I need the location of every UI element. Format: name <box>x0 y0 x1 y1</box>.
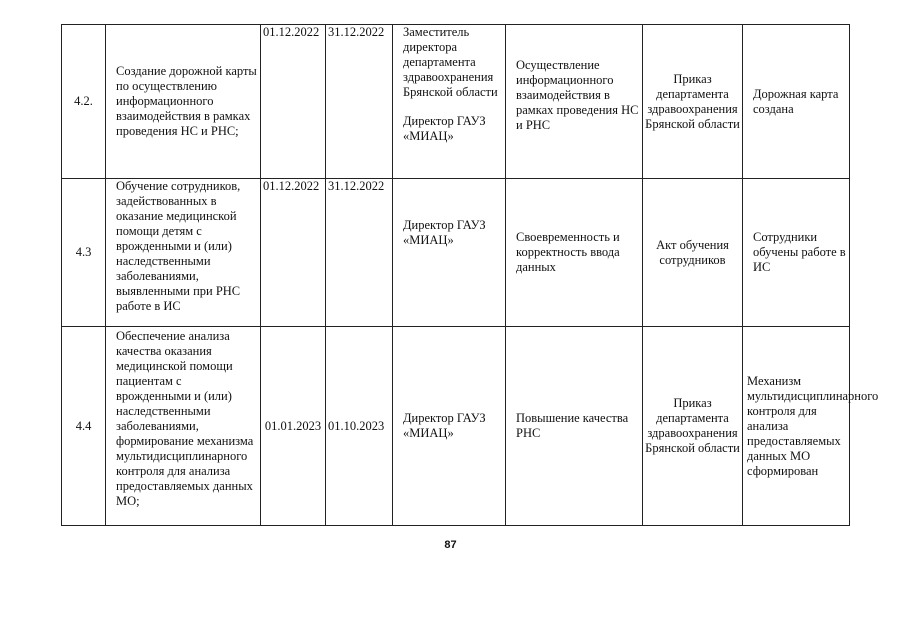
responsible-secondary: Директор ГАУЗ «МИАЦ» <box>403 114 486 143</box>
document-type: Приказ департамента здравоохранения Брянской области <box>643 25 743 179</box>
page-number: 87 <box>444 539 457 551</box>
responsible-primary: Директор ГАУЗ «МИАЦ» <box>393 179 506 327</box>
start-date: 01.12.2022 <box>261 25 326 179</box>
task-description: Обеспечение анализа качества оказания медицинской помощи пациентам с врожденными и (или) наследственными заболеваниями, формирование механизма мультидисциплинарного контроля для анализа предоставляемых данных МО; <box>106 327 261 526</box>
end-date: 01.10.2023 <box>326 327 393 526</box>
action-plan-table <box>61 24 879 526</box>
end-date: 31.12.2022 <box>326 25 393 179</box>
table-row <box>62 25 850 179</box>
start-date: 01.12.2022 <box>261 179 326 327</box>
start-date: 01.01.2023 <box>261 327 326 526</box>
table-row <box>62 179 850 327</box>
task-description: Создание дорожной карты по осуществлению информационного взаимодействия в рамках проведения НС и РНС; <box>106 25 261 179</box>
responsible-primary: Заместитель директора департамента здравоохранения Брянской области <box>403 25 498 99</box>
row-number: 4.4 <box>62 327 106 526</box>
responsible-primary: Директор ГАУЗ «МИАЦ» <box>393 327 506 526</box>
expected-result: Повышение качества РНС <box>506 327 643 526</box>
task-description: Обучение сотрудников, задействованных в оказание медицинской помощи детям с врожденными и (или) наследственными заболеваниями, выявленными при РНС работе в ИС <box>106 179 261 327</box>
document-type: Акт обучения сотрудников <box>643 179 743 327</box>
table-row <box>62 327 850 526</box>
responsible-cell <box>393 25 506 179</box>
row-number: 4.3 <box>62 179 106 327</box>
row-number: 4.2. <box>62 25 106 179</box>
expected-result: Своевременность и корректность ввода данных <box>506 179 643 327</box>
result-indicator: Сотрудники обучены работе в ИС <box>743 179 850 327</box>
expected-result: Осуществление информационного взаимодействия в рамках проведения НС и РНС <box>506 25 643 179</box>
result-indicator: Дорожная карта создана <box>743 25 850 179</box>
end-date: 31.12.2022 <box>326 179 393 327</box>
document-type: Приказ департамента здравоохранения Брянской области <box>643 327 743 526</box>
result-indicator: Механизм мультидисциплинарного контроля для анализа предоставляемых данных МО сформирован <box>743 327 850 526</box>
